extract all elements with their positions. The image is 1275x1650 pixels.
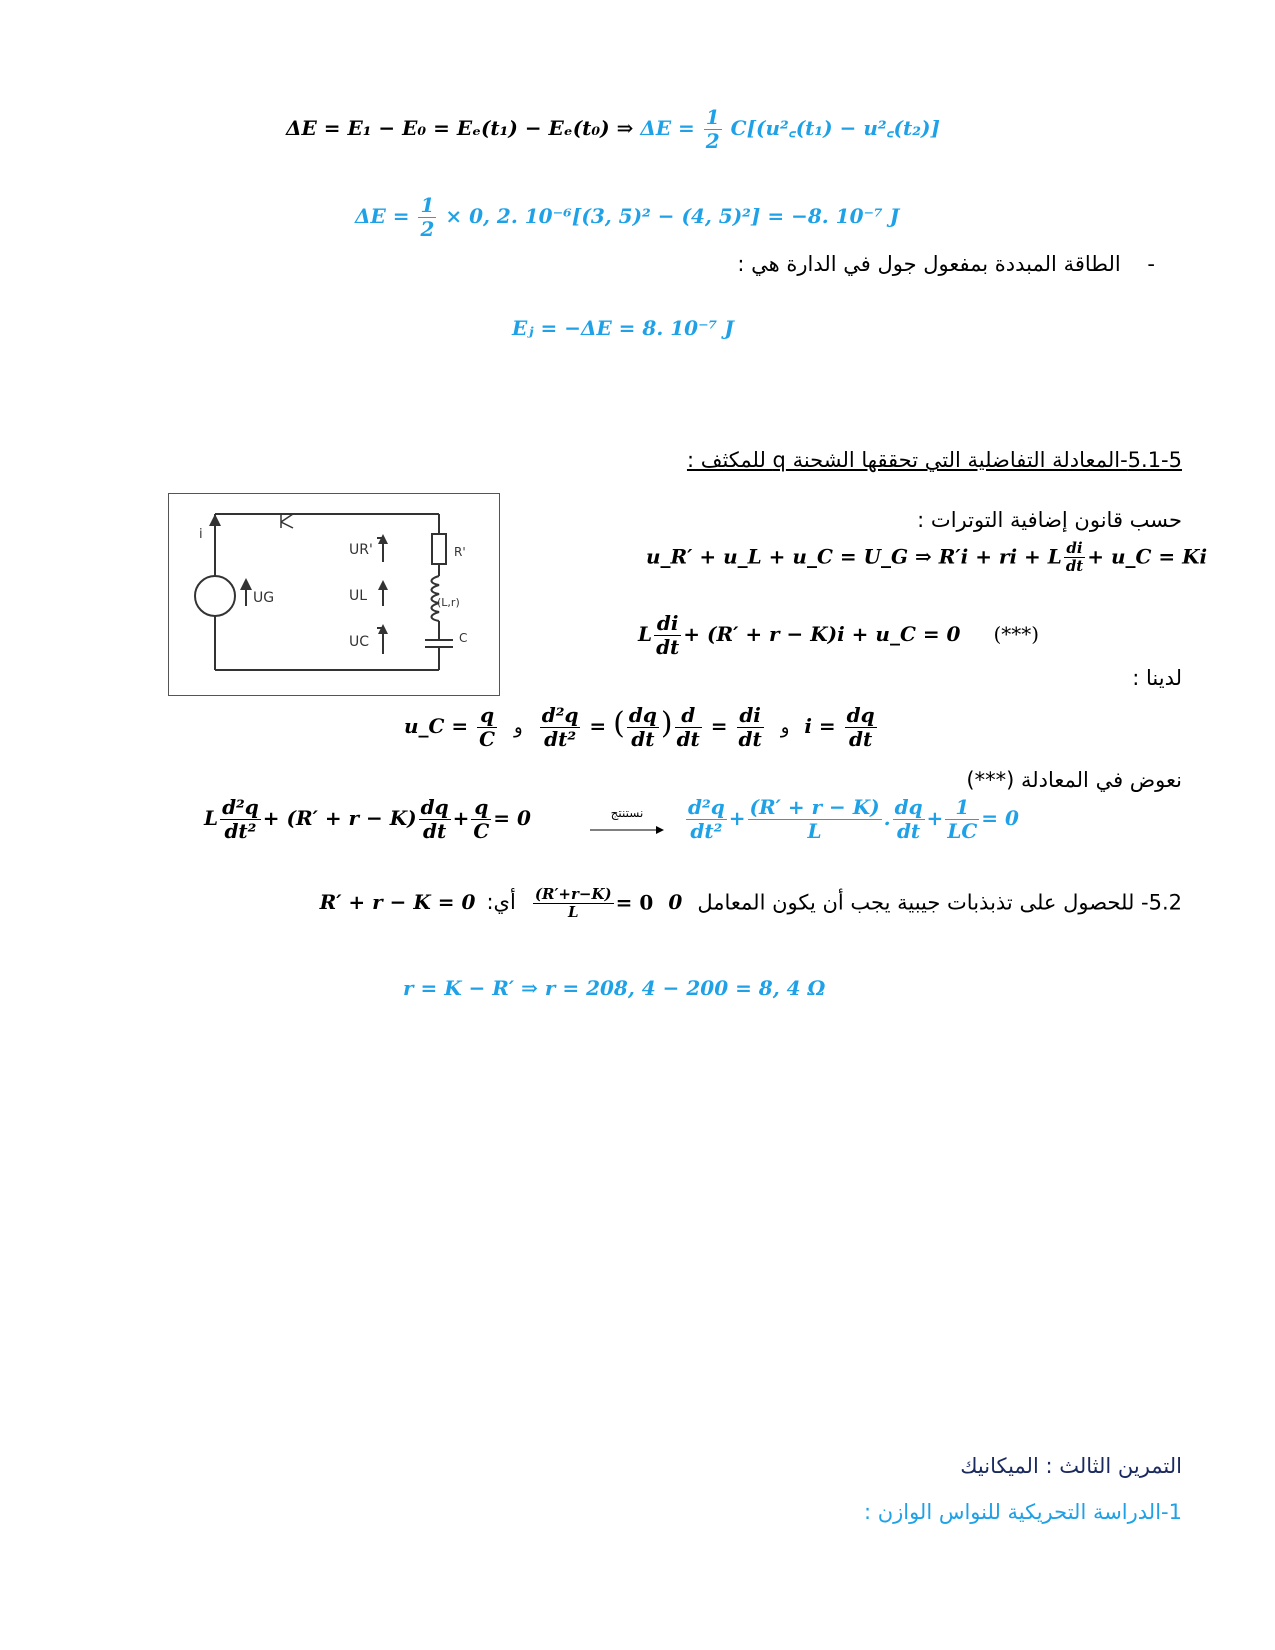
exercise-3-title: التمرين الثالث : الميكانيك — [960, 1454, 1182, 1478]
conclude-label: نستنتج — [610, 806, 644, 820]
conjunction-and: و — [780, 717, 790, 738]
di-dt-fraction: $\frac{di}{dt}$ — [1065, 539, 1084, 576]
uc-prefix: u_C = — [404, 714, 469, 738]
half-fraction: $\frac{1}{2}$ — [705, 105, 720, 153]
conjunction-and-2: و — [514, 717, 523, 738]
joule-energy-text — [737, 252, 1155, 276]
sec52-text: 5.2- للحصول على تذبذبات جيبية يجب أن يكون المعامل — [697, 890, 1182, 915]
b-coefficient-fraction: $\frac{(R' + r - K)}{L}$ — [749, 795, 880, 843]
resistance-coefficient: + (R′ + r − K) — [262, 806, 417, 830]
b-plus: + — [728, 806, 746, 830]
conclude-arrow — [590, 806, 664, 839]
dq-dt-fraction: $\frac{dq}{dt}$ — [628, 703, 657, 751]
inductance-symbol: L — [638, 622, 653, 646]
circuit-svg — [169, 494, 499, 695]
numeric-body: × 0, 2. 10⁻⁶[(3, 5)² − (4, 5)²] = −8. 10⁻⁷ J — [445, 204, 900, 228]
relations-equation: u_C = $\frac{q}{C}$ و $\frac{di}{dt}$ = $\frac{d}{dt}$ ( $\frac{dq}{dt}$ ) = $\frac{\text{d²q}}{\text{dt²}}$ و i = $\frac{dq}{dt}$ — [404, 703, 875, 751]
d-dt-fraction: $\frac{d}{dt}$ — [676, 703, 700, 751]
voltage-sum-rhs: + u_C = Ki — [1087, 544, 1208, 569]
energy-variation-equation — [286, 106, 940, 153]
sec52-zero: 0 — [668, 890, 683, 915]
rlc-circuit-diagram — [168, 493, 500, 696]
plus-sign: + — [452, 806, 470, 830]
b-equals-zero: = 0 — [981, 806, 1019, 830]
sec52-equals-zero: = 0 — [615, 890, 654, 915]
substitute-text: نعوض في المعادلة (***) — [966, 768, 1182, 792]
resistance-result-equation: r = K − R′ ⇒ r = 208, 4 − 200 = 8, 4 Ω — [403, 976, 826, 1000]
b-dq-dt-fraction: $\frac{dq}{dt}$ — [894, 795, 923, 843]
d2q-dt2-fraction: $\frac{\text{d²q}}{\text{dt²}}$ — [541, 703, 579, 751]
b-one-over-lc-fraction: $\frac{1}{LC}$ — [947, 795, 978, 843]
joule-label: الطاقة المبددة بمفعول جول في الدارة هي : — [737, 252, 1121, 276]
voltage-sum-lhs: u_R′ + u_L + u_C = U_G ⇒ R′i + ri + L — [646, 544, 1062, 569]
b-plus-2: + — [926, 806, 944, 830]
differential-equation-current — [638, 612, 1039, 659]
current-label: i — [199, 527, 203, 542]
b-dot: . — [883, 806, 891, 830]
generator-voltage-label: UG — [253, 590, 275, 606]
d2q-dt2-fraction-2: $\frac{\text{d²q}}{\text{dt²}}$ — [222, 795, 259, 843]
capacitor-label: C — [459, 631, 468, 645]
energy-rhs-prefix: ΔE = — [640, 116, 695, 140]
energy-rhs-body: C[(u²꜀(t₁) − u²꜀(t₂)] — [730, 116, 940, 140]
bullet-dash: - — [1147, 252, 1155, 276]
q-over-c-fraction-2: $\frac{q}{C}$ — [473, 795, 490, 843]
section-5-2-line — [320, 886, 1182, 922]
dq-dt-fraction-3: $\frac{dq}{dt}$ — [420, 795, 449, 843]
di-dt-fraction-2: $\frac{di}{dt}$ — [656, 611, 680, 659]
charge-differential-equation — [204, 796, 531, 843]
energy-lhs: ΔE = E₁ − E₀ = Eₑ(t₁) − Eₑ(t₀) ⇒ — [286, 116, 634, 140]
equation-tag: (***) — [993, 622, 1040, 646]
voltage-sum-equation — [646, 540, 1207, 576]
sec52-fraction: $\frac{(R'+r-K)}{L}$ — [534, 885, 612, 922]
half-fraction-2: $\frac{1}{2}$ — [420, 193, 435, 241]
resistor-voltage-label: UR' — [349, 542, 373, 558]
b-d2q-dt2-fraction: $\frac{\text{d²q}}{\text{dt²}}$ — [688, 795, 725, 843]
part-1-title — [864, 1500, 1182, 1524]
numeric-prefix: ΔE = — [355, 204, 410, 228]
section-title-5-1: 5.1-5-المعادلة التفاضلية التي تحققها الشحنة q للمكثف : — [686, 448, 1182, 472]
charge-equation-normalized — [684, 796, 1019, 843]
q-over-c-fraction: $\frac{q}{C}$ — [479, 703, 496, 751]
coil-label: (L,r) — [437, 596, 460, 609]
voltage-law-text: حسب قانون إضافية التوترات : — [917, 508, 1182, 532]
right-arrow-icon — [590, 825, 664, 835]
sec52-result: R′ + r − K = 0 — [319, 890, 476, 915]
dq-dt-fraction-2: $\frac{dq}{dt}$ — [846, 703, 875, 751]
energy-numeric-equation — [355, 194, 899, 241]
we-have-text: لدينا : — [1132, 666, 1182, 690]
resistor-label: R' — [454, 545, 466, 559]
inductance-symbol-2: L — [204, 806, 219, 830]
joule-energy-equation: Eⱼ = −ΔE = 8. 10⁻⁷ J — [512, 316, 734, 340]
coil-voltage-label: UL — [349, 588, 368, 604]
sec52-that-is: أي: — [486, 890, 516, 915]
capacitor-voltage-label: UC — [349, 634, 370, 650]
current-eq-rest: + (R′ + r − K)i + u_C = 0 — [683, 622, 961, 646]
di-dt-fraction-3: $\frac{di}{dt}$ — [738, 703, 762, 751]
part-1-label: 1-الدراسة التحريكية للنواس الوازن : — [863, 1500, 1182, 1524]
equals-zero: = 0 — [493, 806, 531, 830]
i-prefix: i = — [804, 714, 836, 738]
